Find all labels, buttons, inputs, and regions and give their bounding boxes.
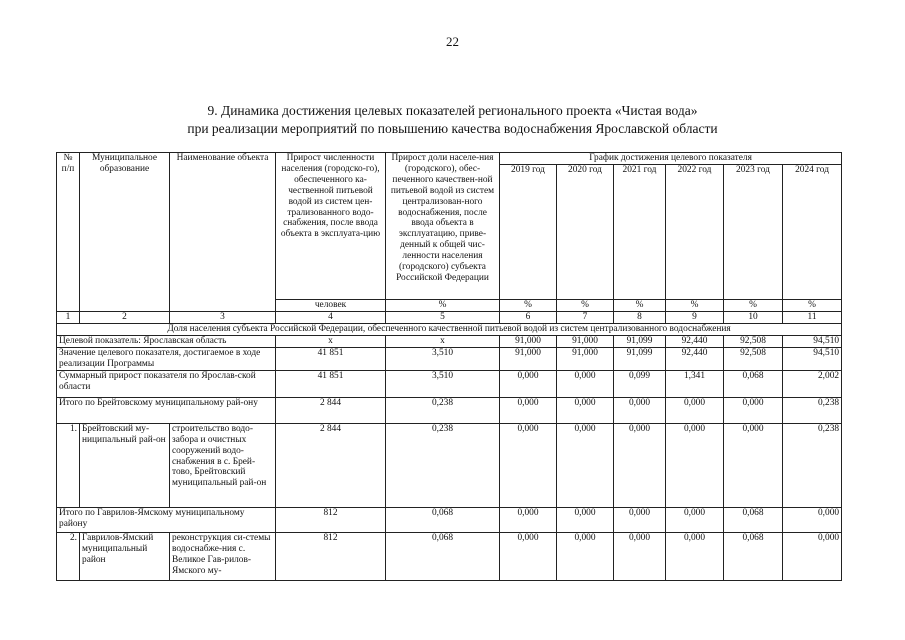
unit-people: человек (276, 300, 386, 312)
row-label: Суммарный прирост показателя по Ярослав-ской области (57, 370, 276, 397)
row-municipality: Брейтовский му-ниципальный рай-он (80, 423, 170, 507)
cell-value: 0,000 (500, 423, 557, 507)
cell-value: 0,000 (666, 423, 724, 507)
cell-value: 0,000 (666, 397, 724, 423)
cell-value: 91,000 (557, 347, 614, 370)
cell-value: 0,000 (557, 532, 614, 580)
section-title: Доля населения субъекта Российской Федерации, обеспеченного качественной питьевой водой из систем централизованного водоснабжения (57, 324, 842, 336)
cell-value: 91,000 (500, 347, 557, 370)
cell-value: 1,341 (666, 370, 724, 397)
cell-value: 0,000 (614, 532, 666, 580)
header-year-2022: 2022 год (666, 165, 724, 300)
cell-pop: 812 (276, 507, 386, 532)
unit-percent: % (783, 300, 842, 312)
header-year-2021: 2021 год (614, 165, 666, 300)
cell-value: 0,000 (500, 507, 557, 532)
column-number: 2 (80, 312, 170, 324)
cell-share: 3,510 (386, 370, 500, 397)
cell-value: 0,000 (783, 532, 842, 580)
column-number: 7 (557, 312, 614, 324)
cell-pop: 2 844 (276, 397, 386, 423)
row-number: 1. (57, 423, 80, 507)
cell-value: 91,099 (614, 335, 666, 347)
cell-share: 0,068 (386, 507, 500, 532)
title-line-1: 9. Динамика достижения целевых показателей регионального проекта «Чистая вода» (207, 103, 698, 118)
cell-value: 0,000 (614, 507, 666, 532)
unit-percent: % (614, 300, 666, 312)
column-number: 9 (666, 312, 724, 324)
header-year-2020: 2020 год (557, 165, 614, 300)
unit-percent: % (557, 300, 614, 312)
column-number: 3 (170, 312, 276, 324)
cell-value: 0,068 (724, 507, 783, 532)
column-number: 11 (783, 312, 842, 324)
cell-value: 92,508 (724, 347, 783, 370)
cell-value: 0,000 (557, 423, 614, 507)
table-row (57, 532, 842, 580)
table-row (57, 423, 842, 507)
column-number: 1 (57, 312, 80, 324)
cell-share: 0,238 (386, 397, 500, 423)
cell-value: 2,002 (783, 370, 842, 397)
column-number: 8 (614, 312, 666, 324)
cell-value: 0,000 (783, 507, 842, 532)
cell-value: 0,000 (557, 370, 614, 397)
header-schedule: График достижения целевого показателя (500, 153, 842, 165)
cell-value: 0,000 (666, 532, 724, 580)
header-year-2024: 2024 год (783, 165, 842, 300)
indicator-table (56, 152, 842, 581)
cell-value: 0,068 (724, 370, 783, 397)
cell-value: 0,238 (783, 397, 842, 423)
header-year-2019: 2019 год (500, 165, 557, 300)
table-row (57, 335, 842, 347)
cell-value: 0,099 (614, 370, 666, 397)
cell-pop: 41 851 (276, 347, 386, 370)
row-label: Значение целевого показателя, достигаемое в ходе реализации Программы (57, 347, 276, 370)
column-number: 5 (386, 312, 500, 324)
cell-value: 92,440 (666, 347, 724, 370)
unit-percent: % (500, 300, 557, 312)
cell-value: 0,000 (500, 532, 557, 580)
cell-pop: х (276, 335, 386, 347)
cell-value: 0,000 (724, 397, 783, 423)
cell-value: 94,510 (783, 335, 842, 347)
table-row (57, 397, 842, 423)
header-year-2023: 2023 год (724, 165, 783, 300)
column-number: 4 (276, 312, 386, 324)
row-number: 2. (57, 532, 80, 580)
row-object: строительство водо-забора и очистных сооружений водо-снабжения в с. Брей-тово, Брейтовский муниципальный рай-он (170, 423, 276, 507)
cell-value: 0,000 (500, 370, 557, 397)
row-label: Целевой показатель: Ярославская область (57, 335, 276, 347)
row-municipality: Гаврилов-Ямский муниципальный район (80, 532, 170, 580)
header-object: Наименование объекта (170, 153, 276, 300)
table-row (57, 347, 842, 370)
cell-value: 0,238 (783, 423, 842, 507)
cell-share: 0,238 (386, 423, 500, 507)
cell-value: 94,510 (783, 347, 842, 370)
unit-percent: % (724, 300, 783, 312)
cell-value: 91,000 (557, 335, 614, 347)
column-number: 6 (500, 312, 557, 324)
unit-percent: % (666, 300, 724, 312)
title-line-2: при реализации мероприятий по повышению качества водоснабжения Ярославской области (187, 121, 718, 136)
cell-value: 91,000 (500, 335, 557, 347)
cell-value: 91,099 (614, 347, 666, 370)
page-number: 22 (446, 34, 459, 49)
row-object: реконструкция си-стемы водоснабже-ния с. Великое Гав-рилов-Ямского му- (170, 532, 276, 580)
header-pop-growth: Прирост численности населения (городско-го), обеспеченного ка-чественной питьевой водой из систем цен-трализованного водо-снабжения, после ввода объекта в эксплуата-цию (276, 153, 386, 300)
column-number: 10 (724, 312, 783, 324)
cell-pop: 41 851 (276, 370, 386, 397)
cell-value: 0,000 (557, 397, 614, 423)
cell-pop: 812 (276, 532, 386, 580)
document-title (0, 102, 905, 138)
cell-value: 0,000 (724, 423, 783, 507)
header-share-growth: Прирост доли населе-ния (городского), обес-печенного качествен-ной питьевой водой из систем централизован-ного водоснабжения, после ввода объекта в эксплуатацию, приве-денный к общей чис-ленности населения (городского) субъекта Российской Федерации (386, 153, 500, 300)
table-row (57, 370, 842, 397)
header-municipality: Муниципальное образование (80, 153, 170, 300)
row-label: Итого по Брейтовскому муниципальному рай-ону (57, 397, 276, 423)
cell-value: 92,508 (724, 335, 783, 347)
cell-value: 0,000 (500, 397, 557, 423)
cell-share: 0,068 (386, 532, 500, 580)
cell-share: х (386, 335, 500, 347)
cell-pop: 2 844 (276, 423, 386, 507)
cell-value: 92,440 (666, 335, 724, 347)
unit-percent: % (386, 300, 500, 312)
cell-value: 0,000 (666, 507, 724, 532)
row-label: Итого по Гаврилов-Ямскому муниципальному району (57, 507, 276, 532)
header-num: № п/п (57, 153, 80, 300)
cell-value: 0,000 (557, 507, 614, 532)
table-row (57, 507, 842, 532)
cell-value: 0,068 (724, 532, 783, 580)
cell-value: 0,000 (614, 423, 666, 507)
cell-value: 0,000 (614, 397, 666, 423)
cell-share: 3,510 (386, 347, 500, 370)
